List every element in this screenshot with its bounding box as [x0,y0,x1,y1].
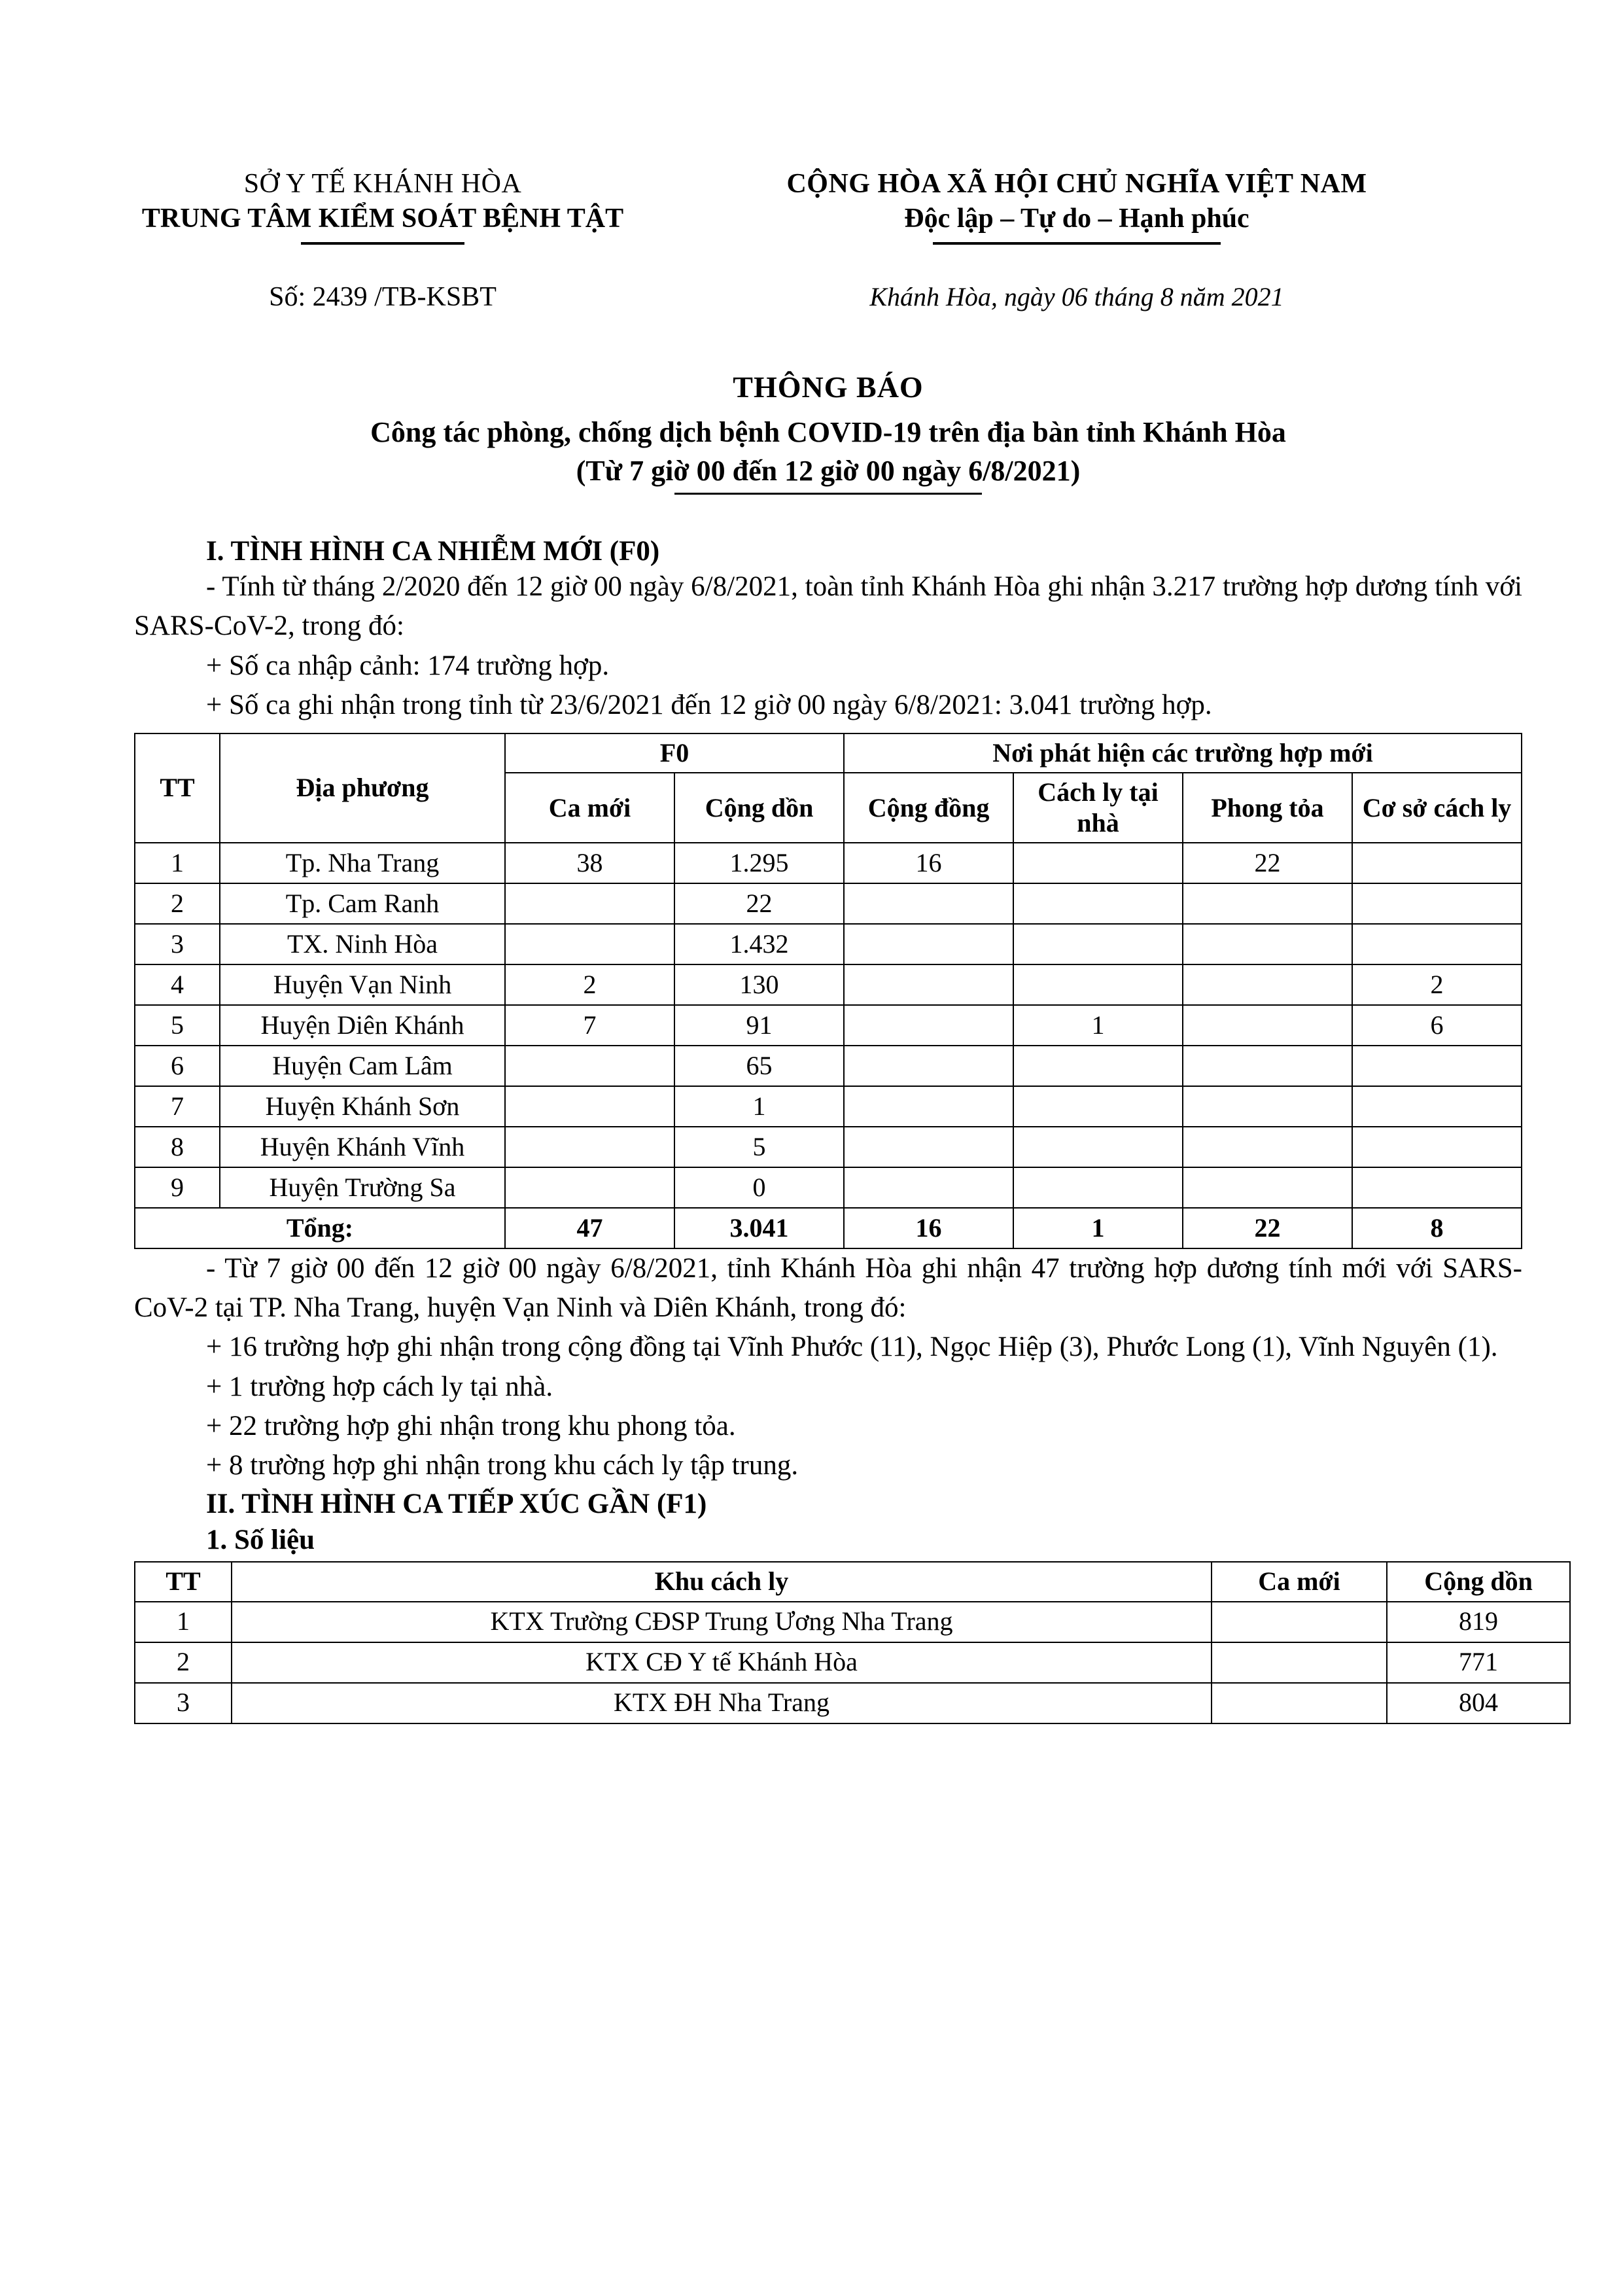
nation-motto-line: Độc lập – Tự do – Hạnh phúc [904,203,1249,234]
cell-phong-toa [1183,964,1352,1005]
header-subrow [134,281,1522,313]
cell-ca-moi [505,883,674,924]
cell-tt: 2 [135,883,220,924]
cell-co-so-cach-ly [1352,883,1522,924]
th2-khu-cach-ly: Khu cách ly [232,1562,1212,1601]
section-1-bullet-home-quarantine: + 1 trường hợp cách ly tại nhà. [206,1371,553,1402]
cell-dia-phuong: Huyện Khánh Vĩnh [220,1127,505,1167]
cell-ca-moi [505,1167,674,1208]
cell-ca-moi: 38 [505,843,674,883]
table-row [135,1005,1522,1046]
cell-co-so-cach-ly [1352,1127,1522,1167]
cell-phong-toa: 22 [1183,843,1352,883]
section-1-summary-paragraph: - Từ 7 giờ 00 đến 12 giờ 00 ngày 6/8/2021, tỉnh Khánh Hòa ghi nhận 47 trường hợp dương tính mới với SARS-CoV-2 tại TP. Nha Trang, huyện Vạn Ninh và Diên Khánh, trong đó: [134,1253,1522,1324]
cell-cong-don: 65 [674,1046,844,1086]
cell-co-so-cach-ly [1352,1046,1522,1086]
cell-total-ca-moi: 47 [505,1208,674,1248]
cell-tt: 3 [135,924,220,964]
place-and-date: Khánh Hòa, ngày 06 tháng 8 năm 2021 [869,281,1284,311]
cell-total-co-so-cach-ly: 8 [1352,1208,1522,1248]
cell2-ca-moi [1212,1683,1387,1723]
table-row [135,924,1522,964]
table-row [135,1127,1522,1167]
cell-co-so-cach-ly [1352,1167,1522,1208]
section-2-subheading: 1. Số liệu [206,1525,315,1556]
cell-phong-toa [1183,1167,1352,1208]
cell-tt: 6 [135,1046,220,1086]
cell-total-cong-don: 3.041 [674,1208,844,1248]
cell-dia-phuong: Tp. Nha Trang [220,843,505,883]
th2-cong-don: Cộng dồn [1387,1562,1570,1601]
section-1-bullet-central-quarantine: + 8 trường hợp ghi nhận trong khu cách ly tập trung. [206,1450,799,1481]
cell-cong-don: 1.295 [674,843,844,883]
cell-tt: 9 [135,1167,220,1208]
th-cong-don: Cộng dồn [674,773,844,843]
cell-cach-ly-tai-nha [1013,964,1183,1005]
cell-ca-moi: 7 [505,1005,674,1046]
cell2-tt: 1 [135,1602,232,1642]
cell-cach-ly-tai-nha: 1 [1013,1005,1183,1046]
table-row [135,843,1522,883]
cell-cong-dong [844,1005,1013,1046]
cell-cong-dong [844,883,1013,924]
cell2-ca-moi [1212,1642,1387,1683]
cell-tt: 1 [135,843,220,883]
header-left-divider [301,242,464,245]
cell-cach-ly-tai-nha [1013,1167,1183,1208]
cell-cach-ly-tai-nha [1013,1086,1183,1127]
cell-dia-phuong: Huyện Vạn Ninh [220,964,505,1005]
cell-ca-moi [505,924,674,964]
table-row [135,1683,1570,1723]
cell-cong-don: 91 [674,1005,844,1046]
cell-dia-phuong: Tp. Cam Ranh [220,883,505,924]
section-1-bullet-community: + 16 trường hợp ghi nhận trong cộng đồng tại Vĩnh Phước (11), Ngọc Hiệp (3), Phước Long (1), Vĩnh Nguyên (1). [206,1332,1498,1363]
cell-cach-ly-tai-nha [1013,1046,1183,1086]
cell-cach-ly-tai-nha [1013,924,1183,964]
cell-co-so-cach-ly: 6 [1352,1005,1522,1046]
nation-name-line: CỘNG HÒA XÃ HỘI CHỦ NGHĨA VIỆT NAM [786,169,1367,199]
title-subtitle-line1: Công tác phòng, chống dịch bệnh COVID-19 trên địa bàn tỉnh Khánh Hòa [370,415,1286,448]
cell2-khu-cach-ly: KTX CĐ Y tế Khánh Hòa [232,1642,1212,1683]
cell-cong-dong [844,1046,1013,1086]
th-cong-dong: Cộng đồng [844,773,1013,843]
table-f1-quarantine-areas [134,1561,1571,1723]
table-row [135,1602,1570,1642]
cell-tt: 7 [135,1086,220,1127]
cell2-ca-moi [1212,1602,1387,1642]
cell-tt: 5 [135,1005,220,1046]
th2-tt: TT [135,1562,232,1601]
table-total-row [135,1208,1522,1248]
cell-co-so-cach-ly [1352,924,1522,964]
table-f1-header-row [135,1562,1570,1601]
cell-co-so-cach-ly: 2 [1352,964,1522,1005]
section-1-bullet-imported-cases: + Số ca nhập cảnh: 174 trường hợp. [206,650,610,681]
section-1-bullet-local-cases: + Số ca ghi nhận trong tỉnh từ 23/6/2021 đến 12 giờ 00 ngày 6/8/2021: 3.041 trường hợp. [206,689,1212,720]
cell2-tt: 2 [135,1642,232,1683]
cell-cong-dong [844,924,1013,964]
cell-cong-don: 130 [674,964,844,1005]
header-organization-block [134,167,631,245]
cell-cong-dong [844,1086,1013,1127]
table-f0-head [135,733,1522,843]
cell-cach-ly-tai-nha [1013,843,1183,883]
cell-dia-phuong: Huyện Khánh Sơn [220,1086,505,1127]
cell-dia-phuong: Huyện Trường Sa [220,1167,505,1208]
cell-ca-moi [505,1046,674,1086]
cell2-tt: 3 [135,1683,232,1723]
th-group-noi-phat-hien: Nơi phát hiện các trường hợp mới [844,733,1522,773]
section-1-paragraph-1: - Tính từ tháng 2/2020 đến 12 giờ 00 ngày 6/8/2021, toàn tỉnh Khánh Hòa ghi nhận 3.217 trường hợp dương tính với SARS-CoV-2, trong đó: [134,571,1522,642]
table-f0-by-locality [134,733,1522,1249]
cell2-cong-don: 804 [1387,1683,1570,1723]
title-underline [674,493,982,495]
cell-total-cach-ly-tai-nha: 1 [1013,1208,1183,1248]
cell-cach-ly-tai-nha [1013,883,1183,924]
cell-co-so-cach-ly [1352,843,1522,883]
cell-phong-toa [1183,883,1352,924]
header-nation-block [631,167,1522,245]
cell-phong-toa [1183,1005,1352,1046]
table-row [135,1167,1522,1208]
cell-ca-moi: 2 [505,964,674,1005]
cell-cong-dong [844,1167,1013,1208]
th-group-f0: F0 [505,733,844,773]
table-row [135,1642,1570,1683]
section-2-heading: II. TÌNH HÌNH CA TIẾP XÚC GẦN (F1) [206,1489,707,1520]
cell-phong-toa [1183,924,1352,964]
cell-cong-don: 1.432 [674,924,844,964]
cell-phong-toa [1183,1127,1352,1167]
cell-tt: 4 [135,964,220,1005]
th-tt: TT [135,733,220,843]
cell2-cong-don: 771 [1387,1642,1570,1683]
th-dia-phuong: Địa phương [220,733,505,843]
cell-co-so-cach-ly [1352,1086,1522,1127]
document-content [134,0,1533,1724]
cell-tt: 8 [135,1127,220,1167]
cell-ca-moi [505,1086,674,1127]
cell-dia-phuong: Huyện Cam Lâm [220,1046,505,1086]
cell-cong-dong: 16 [844,843,1013,883]
th-phong-toa: Phong tỏa [1183,773,1352,843]
header-right-divider [933,242,1221,245]
document-title-block [134,368,1522,495]
document-number: Số: 2439 /TB-KSBT [269,281,497,312]
cell-phong-toa [1183,1086,1352,1127]
cell-total-phong-toa: 22 [1183,1208,1352,1248]
cell-total-label: Tổng: [135,1208,505,1248]
th2-ca-moi: Ca mới [1212,1562,1387,1601]
document-header [134,167,1522,245]
table-f0-header-row-1 [135,733,1522,773]
table-f1-head [135,1562,1570,1601]
cell-dia-phuong: TX. Ninh Hòa [220,924,505,964]
org-name-line2: TRUNG TÂM KIỂM SOÁT BỆNH TẬT [141,203,624,234]
th-ca-moi: Ca mới [505,773,674,843]
cell-cong-don: 0 [674,1167,844,1208]
table-f1-body [135,1602,1570,1723]
cell-cong-don: 5 [674,1127,844,1167]
cell2-khu-cach-ly: KTX Trường CĐSP Trung Ương Nha Trang [232,1602,1212,1642]
cell2-cong-don: 819 [1387,1602,1570,1642]
org-name-line1: SỞ Y TẾ KHÁNH HÒA [243,169,522,199]
page-title: THÔNG BÁO [733,370,924,404]
th-co-so-cach-ly: Cơ sở cách ly [1352,773,1522,843]
table-row [135,1046,1522,1086]
table-row [135,883,1522,924]
table-row [135,1086,1522,1127]
cell-total-cong-dong: 16 [844,1208,1013,1248]
section-1-bullet-lockdown-area: + 22 trường hợp ghi nhận trong khu phong tỏa. [206,1410,736,1441]
cell-cong-dong [844,964,1013,1005]
cell-cong-don: 22 [674,883,844,924]
cell-cong-dong [844,1127,1013,1167]
table-f0-body [135,843,1522,1248]
title-subtitle-line2: (Từ 7 giờ 00 đến 12 giờ 00 ngày 6/8/2021) [576,455,1081,487]
cell-cach-ly-tai-nha [1013,1127,1183,1167]
cell-dia-phuong: Huyện Diên Khánh [220,1005,505,1046]
cell-phong-toa [1183,1046,1352,1086]
section-1-heading: I. TÌNH HÌNH CA NHIỄM MỚI (F0) [206,536,660,567]
cell-ca-moi [505,1127,674,1167]
table-row [135,964,1522,1005]
cell2-khu-cach-ly: KTX ĐH Nha Trang [232,1683,1212,1723]
cell-cong-don: 1 [674,1086,844,1127]
th-cach-ly-tai-nha: Cách ly tại nhà [1013,773,1183,843]
